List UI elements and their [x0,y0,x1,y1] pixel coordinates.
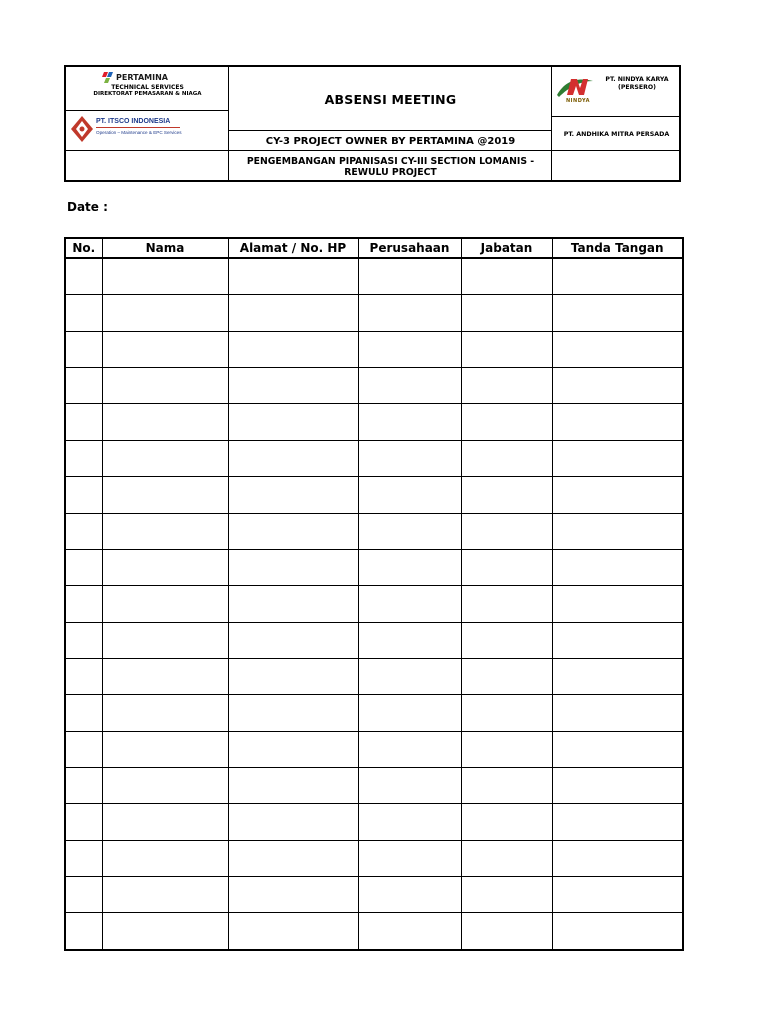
table-cell[interactable] [65,840,102,876]
table-row [65,258,683,295]
table-cell[interactable] [65,804,102,840]
table-cell[interactable] [358,622,461,658]
table-cell[interactable] [461,804,552,840]
table-row [65,295,683,331]
table-cell[interactable] [228,913,358,950]
table-cell[interactable] [552,913,683,950]
table-cell[interactable] [102,549,228,585]
pertamina-logo [66,67,229,111]
table-cell[interactable] [358,695,461,731]
subtitle-cell [229,131,552,151]
project-cell [229,151,552,182]
table-cell[interactable] [461,368,552,404]
table-cell[interactable] [358,513,461,549]
table-row [65,840,683,876]
table-cell[interactable] [552,331,683,367]
table-cell[interactable] [358,877,461,913]
table-cell[interactable] [552,840,683,876]
table-row [65,440,683,476]
pertamina-technical-services: TECHNICAL SERVICES [111,84,184,91]
table-cell[interactable] [228,768,358,804]
table-cell[interactable] [65,622,102,658]
itsco-logo [66,111,229,151]
table-cell[interactable] [102,477,228,513]
table-cell[interactable] [102,440,228,476]
table-cell[interactable] [65,513,102,549]
table-cell[interactable] [552,768,683,804]
table-cell[interactable] [102,731,228,767]
table-cell[interactable] [461,877,552,913]
table-cell[interactable] [228,586,358,622]
table-cell[interactable] [102,513,228,549]
table-cell[interactable] [552,440,683,476]
table-cell[interactable] [358,913,461,950]
table-cell[interactable] [461,586,552,622]
table-cell[interactable] [461,404,552,440]
table-header-row [65,238,683,258]
table-cell[interactable] [552,295,683,331]
table-cell[interactable] [228,404,358,440]
table-cell[interactable] [552,586,683,622]
table-cell[interactable] [228,804,358,840]
table-cell[interactable] [228,877,358,913]
table-cell[interactable] [65,877,102,913]
table-cell[interactable] [358,840,461,876]
pertamina-directorate: DIREKTORAT PEMASARAN & NIAGA [93,91,202,97]
date-label: Date : [67,200,108,214]
column-header-tanda-tangan: Tanda Tangan [552,238,683,258]
table-cell[interactable] [552,477,683,513]
table-cell[interactable] [358,804,461,840]
table-cell[interactable] [552,731,683,767]
table-cell[interactable] [358,368,461,404]
table-cell[interactable] [102,404,228,440]
table-cell[interactable] [461,477,552,513]
table-row [65,913,683,950]
table-cell[interactable] [461,840,552,876]
table-cell[interactable] [461,513,552,549]
table-cell[interactable] [102,295,228,331]
table-row [65,804,683,840]
table-cell[interactable] [358,440,461,476]
table-cell[interactable] [358,331,461,367]
table-cell[interactable] [102,622,228,658]
document-header [64,65,681,182]
table-cell[interactable] [65,768,102,804]
table-cell[interactable] [461,258,552,295]
table-cell[interactable] [228,622,358,658]
table-cell[interactable] [461,440,552,476]
table-cell[interactable] [228,513,358,549]
table-cell[interactable] [358,477,461,513]
table-row [65,695,683,731]
itsco-name: PT. ITSCO INDONESIA [96,118,171,125]
table-cell[interactable] [65,913,102,950]
table-cell[interactable] [102,804,228,840]
table-cell[interactable] [552,622,683,658]
nindya-company-name: PT. NINDYA KARYA (PERSERO) [605,76,669,91]
table-cell[interactable] [461,658,552,694]
column-header-nama: Nama [102,238,228,258]
table-cell[interactable] [358,258,461,295]
nindya-wordmark: NINDYA [566,98,591,104]
table-cell[interactable] [65,258,102,295]
title-cell [229,67,552,131]
table-row [65,477,683,513]
table-cell[interactable] [102,913,228,950]
table-cell[interactable] [65,477,102,513]
table-cell[interactable] [65,404,102,440]
table-cell[interactable] [65,368,102,404]
table-cell[interactable] [358,731,461,767]
table-cell[interactable] [552,877,683,913]
table-row [65,404,683,440]
table-row [65,768,683,804]
table-cell[interactable] [461,731,552,767]
table-cell[interactable] [228,549,358,585]
page-title: ABSENSI MEETING [324,91,457,107]
table-cell[interactable] [228,331,358,367]
table-cell[interactable] [102,695,228,731]
attendance-table-body [65,258,683,950]
table-cell[interactable] [552,695,683,731]
andhika-cell [552,117,681,151]
pertamina-name: PERTAMINA [116,73,168,82]
table-cell[interactable] [228,695,358,731]
table-cell[interactable] [102,331,228,367]
table-cell[interactable] [102,768,228,804]
column-header-alamat: Alamat / No. HP [228,238,358,258]
table-row [65,368,683,404]
table-cell[interactable] [552,804,683,840]
table-cell[interactable] [65,440,102,476]
table-row [65,877,683,913]
table-cell[interactable] [358,404,461,440]
table-cell[interactable] [228,731,358,767]
table-row [65,549,683,585]
table-cell[interactable] [552,549,683,585]
nindya-emblem-icon [555,75,595,99]
table-cell[interactable] [228,477,358,513]
table-cell[interactable] [65,549,102,585]
table-cell[interactable] [102,658,228,694]
table-cell[interactable] [102,586,228,622]
table-cell[interactable] [102,368,228,404]
table-cell[interactable] [461,768,552,804]
nindya-logo [552,67,681,117]
table-cell[interactable] [552,513,683,549]
itsco-emblem-icon [71,116,93,142]
table-cell[interactable] [102,877,228,913]
table-cell[interactable] [65,731,102,767]
table-row [65,331,683,367]
table-cell[interactable] [228,440,358,476]
project-name: PENGEMBANGAN PIPANISASI CY-III SECTION LOMANIS - REWULU PROJECT [246,155,535,178]
table-cell[interactable] [552,404,683,440]
table-cell[interactable] [228,840,358,876]
table-row [65,658,683,694]
table-cell[interactable] [358,658,461,694]
table-cell[interactable] [461,913,552,950]
table-row [65,622,683,658]
attendance-table [64,237,684,951]
table-cell[interactable] [65,295,102,331]
table-cell[interactable] [65,695,102,731]
table-row [65,586,683,622]
table-cell[interactable] [65,331,102,367]
table-cell[interactable] [461,331,552,367]
pertamina-emblem-icon [102,72,116,84]
table-cell[interactable] [461,549,552,585]
table-cell[interactable] [461,295,552,331]
table-cell[interactable] [228,295,358,331]
table-cell[interactable] [552,258,683,295]
table-cell[interactable] [461,622,552,658]
table-cell[interactable] [552,658,683,694]
column-header-jabatan: Jabatan [461,238,552,258]
table-cell[interactable] [358,549,461,585]
table-row [65,731,683,767]
table-cell[interactable] [102,840,228,876]
table-row [65,513,683,549]
table-cell[interactable] [102,258,228,295]
project-owner: CY-3 PROJECT OWNER BY PERTAMINA @2019 [265,135,516,147]
table-cell[interactable] [65,658,102,694]
itsco-tagline: Operation – Maintenance & EPC Services [96,130,182,135]
table-cell[interactable] [65,586,102,622]
table-cell[interactable] [358,295,461,331]
table-cell[interactable] [358,768,461,804]
table-cell[interactable] [358,586,461,622]
column-header-no: No. [65,238,102,258]
andhika-company-name: PT. ANDHIKA MITRA PERSADA [563,130,670,138]
table-cell[interactable] [228,258,358,295]
column-header-perusahaan: Perusahaan [358,238,461,258]
table-cell[interactable] [552,368,683,404]
table-cell[interactable] [461,695,552,731]
table-cell[interactable] [228,368,358,404]
table-cell[interactable] [228,658,358,694]
